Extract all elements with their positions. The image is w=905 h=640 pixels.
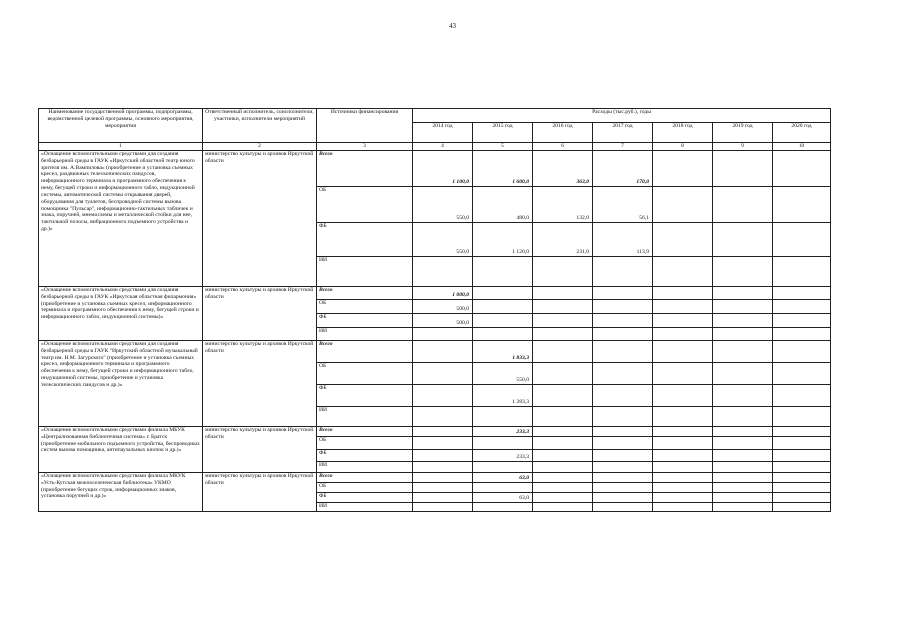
expense-value [653,450,713,462]
expense-value [413,328,473,341]
funding-source: ОБ [317,483,413,493]
expense-value: 231,0 [533,223,593,257]
funding-source: ФБ [317,314,413,328]
expense-value [773,223,831,257]
activity-description: «Оснащение вспомогательными средствами филиала МБУК «Централизованная библиотечная система» г. Братск (приобретение мобильного подъемного устройства, беспроводных систем вызова помощника, антипаузальных кнопок и др.)» [39,427,203,473]
activity-executor: министерство культуры и архивов Иркутской области [203,151,317,287]
expense-value [593,493,653,503]
column-number: 3 [317,143,413,151]
expense-value [593,385,653,407]
expense-value [773,450,831,462]
expense-value [593,287,653,300]
header-year: 2018 год [653,123,713,143]
expense-value [473,314,533,328]
expense-value [713,385,773,407]
funding-source: ОБ [317,300,413,314]
activity-description: «Оснащение вспомогательными средствами для создания безбарьерной среды в ГАУК «Иркутский областной театр юного зрителя им. А.Вампилова» (приобретение и установка съемных кресел, раздвижных телескопических пандусов, информационного терминала и программного обеспечения к нему, бегущей строки и информационного табло, индукционной системы, автоматической системы открывания дверей, оборудования для туалетов, беспроводной системы вызова помощника "Пульсар", информационно-тактильных табличек и знака, поручней, мнемосхемы и металлической стойки для нее, тактильной полосы, вибрационного подъемного устройства и др.)» [39,151,203,287]
expense-value [413,462,473,473]
funding-source: ФБ [317,385,413,407]
expense-value [773,187,831,223]
expense-value [713,473,773,483]
expense-value [593,437,653,450]
expense-value [713,483,773,493]
expense-value [593,483,653,493]
expense-value: 1 100,0 [413,151,473,187]
expense-value [713,462,773,473]
expense-value [533,300,593,314]
expenses-table [38,108,831,512]
expense-value [653,493,713,503]
expense-value [653,483,713,493]
table-row [39,427,831,437]
expense-value [653,363,713,385]
activity-executor: министерство культуры и архивов Иркутской области [203,341,317,427]
expense-value [413,257,473,287]
expense-value [773,151,831,187]
expense-value [713,187,773,223]
expense-value [413,385,473,407]
expense-value [533,427,593,437]
expense-value: 170,0 [593,151,653,187]
expense-value [413,341,473,363]
expense-value [653,300,713,314]
expense-value [593,257,653,287]
column-number-row [39,143,831,151]
expense-value [533,503,593,512]
expense-value: 233,3 [473,450,533,462]
header-program-name: Наименование государственной программы, подпрограммы, ведомственной целевой программы, основного мероприятия, мероприятия [39,109,203,143]
column-number: 9 [713,143,773,151]
expense-value: 550,0 [413,223,473,257]
expense-value [713,450,773,462]
activity-executor: министерство культуры и архивов Иркутской области [203,287,317,341]
funding-source: ОБ [317,437,413,450]
header-row [39,109,831,123]
header-funding-source: Источники финансирования [317,109,413,143]
expense-value [533,473,593,483]
funding-source: Всего [317,473,413,483]
expense-value [653,257,713,287]
expense-value [653,437,713,450]
page-number: 43 [449,22,456,30]
expense-value: 480,0 [473,187,533,223]
expense-value [773,473,831,483]
expense-value [773,300,831,314]
column-number: 10 [773,143,831,151]
funding-source: ОБ [317,187,413,223]
expense-value [773,462,831,473]
expense-value: 500,0 [413,314,473,328]
header-executor: Ответственный исполнитель, соисполнители, участники, исполнители мероприятий [203,109,317,143]
funding-source: Всего [317,287,413,300]
expense-value [773,493,831,503]
expense-value [413,503,473,512]
funding-source: ОБ [317,363,413,385]
expense-value: 1 000,0 [413,287,473,300]
header-expenses: Расходы (тыс.руб.), годы [413,109,831,123]
funding-source: Всего [317,341,413,363]
funding-source: ИИ [317,257,413,287]
expense-value [533,328,593,341]
column-number: 7 [593,143,653,151]
expense-value [653,187,713,223]
expense-value [653,287,713,300]
activity-description: «Оснащение вспомогательными средствами для создания безбарьерной среды в ГАУК "Иркутский областной музыкальный театр им. Н.М. Загурского" (приобретение и установка съемных кресел, информационного терминала и программного обеспечения к нему, бегущей строки и информационного табло, индукционной системы, приобретение и установка телескопических пандусов и др.)» [39,341,203,427]
expense-value [473,483,533,493]
expense-value: 63,0 [473,493,533,503]
table-row [39,473,831,483]
expense-value: 1 600,0 [473,151,533,187]
expense-value [713,363,773,385]
expense-value [413,363,473,385]
expense-value [773,314,831,328]
expense-value [413,437,473,450]
expense-value: 1 833,3 [473,341,533,363]
expense-value [713,151,773,187]
column-number: 8 [653,143,713,151]
expense-value: 63,0 [473,473,533,483]
expense-value [653,223,713,257]
column-number: 5 [473,143,533,151]
funding-source: ФБ [317,493,413,503]
expense-value [773,483,831,493]
expense-value [533,462,593,473]
column-number: 6 [533,143,593,151]
header-year: 2016 год [533,123,593,143]
expense-value [413,483,473,493]
expense-value [533,450,593,462]
expense-value [593,314,653,328]
expense-value [413,493,473,503]
funding-source: ИИ [317,407,413,427]
expense-value [533,483,593,493]
expense-value [773,503,831,512]
expense-value [713,427,773,437]
expense-value [653,473,713,483]
expense-value [653,407,713,427]
expense-value [533,363,593,385]
activity-executor: министерство культуры и архивов Иркутской области [203,473,317,512]
expense-value [773,385,831,407]
expense-value [473,287,533,300]
expense-value [713,407,773,427]
expense-value [773,341,831,363]
expense-value [713,257,773,287]
expense-value [653,151,713,187]
expense-value: 500,0 [413,300,473,314]
column-number: 1 [39,143,203,151]
funding-source: Всего [317,151,413,187]
expense-value [533,257,593,287]
expense-value [773,328,831,341]
column-number: 4 [413,143,473,151]
expense-value [593,300,653,314]
expense-value [713,437,773,450]
expense-value [713,493,773,503]
expense-value [713,341,773,363]
expense-value: 113,9 [593,223,653,257]
expense-value [773,437,831,450]
expense-value [653,341,713,363]
expense-value [533,493,593,503]
expense-value [593,363,653,385]
expense-value [773,257,831,287]
table-row [39,341,831,363]
expense-value [533,407,593,427]
expense-value [593,328,653,341]
expense-value: 550,0 [473,363,533,385]
expense-value [473,257,533,287]
expense-value [593,341,653,363]
expense-value [593,427,653,437]
expense-value [413,450,473,462]
expense-value [713,503,773,512]
header-year: 2017 год [593,123,653,143]
expense-value [773,407,831,427]
expense-value [653,503,713,512]
funding-source: ИИ [317,503,413,512]
expense-value [713,314,773,328]
table-row [39,287,831,300]
activity-executor: министерство культуры и архивов Иркутской области [203,427,317,473]
expense-value [533,341,593,363]
expense-value [773,427,831,437]
expense-value [473,503,533,512]
expense-value [653,314,713,328]
expense-value [773,287,831,300]
expense-value [653,328,713,341]
expense-value: 363,0 [533,151,593,187]
expense-value [653,385,713,407]
expense-value [653,462,713,473]
expense-value [593,407,653,427]
expense-value: 550,0 [413,187,473,223]
expense-value [773,363,831,385]
activity-description: «Оснащение вспомогательными средствами для создания безбарьерной среды в ГАУК «Иркутская областная филармония» (приобретение и установка съемных кресел, информационного терминала и программного обеспечения к нему, бегущей строки и информационного табло, индукционной системы)» [39,287,203,341]
header-year: 2014 год [413,123,473,143]
expense-value: 233,3 [473,427,533,437]
funding-source: Всего [317,427,413,437]
activity-description: «Оснащение вспомогательными средствами филиала МКУК «Усть-Кутская межпоселенческая библиотека» УКМО (приобретение бегущих строк, информационных знаков, установка поручней и др.)» [39,473,203,512]
expense-value [533,314,593,328]
funding-source: ФБ [317,223,413,257]
expense-value [593,450,653,462]
expense-value [533,437,593,450]
expense-value [473,437,533,450]
expense-value [653,427,713,437]
expense-value [533,385,593,407]
column-number: 2 [203,143,317,151]
expense-value: 56,1 [593,187,653,223]
table-row [39,151,831,187]
expense-value [713,328,773,341]
expense-value [713,287,773,300]
expense-value [533,287,593,300]
expense-value [473,407,533,427]
funding-source: ИИ [317,328,413,341]
expense-value [593,503,653,512]
expense-value: 132,0 [533,187,593,223]
expense-value [593,473,653,483]
expense-value [473,328,533,341]
expense-value [413,473,473,483]
expense-value [713,300,773,314]
header-year: 2015 год [473,123,533,143]
expense-value [473,300,533,314]
expense-value: 1 120,0 [473,223,533,257]
expense-value [413,427,473,437]
header-year: 2020 год [773,123,831,143]
expense-value [713,223,773,257]
header-year: 2019 год [713,123,773,143]
expense-value [413,407,473,427]
expense-value [593,462,653,473]
funding-source: ИИ [317,462,413,473]
expense-value: 1 283,3 [473,385,533,407]
expense-value [473,462,533,473]
funding-source: ФБ [317,450,413,462]
